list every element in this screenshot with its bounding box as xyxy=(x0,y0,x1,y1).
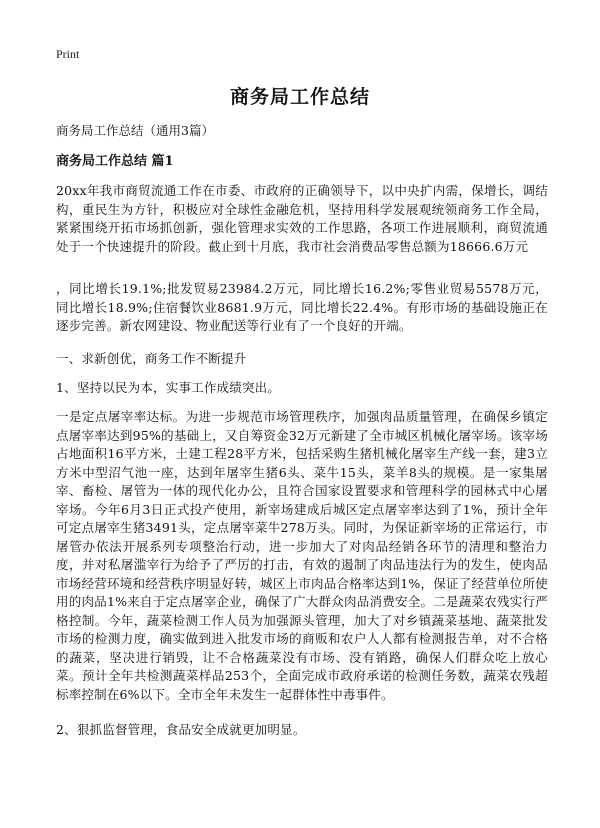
paragraph-slaughter-and-vegetables: 一是定点屠宰率达标。为进一步规范市场管理秩序，加强肉品质量管理，在确保乡镇定点屠宰率达到95%的基础上，又自筹资金32万元新建了全市城区机械化屠宰场。该宰场占地面积16平方米，土建工程28平方米，包括采购生猪机械化屠宰生产线一套，建3立方米中型沼气池一座，达到年屠宰生猪6头、菜牛15头，菜羊8头的规模。是一家集屠宰、畜检、屠管为一体的现代化办公，且符合国家设置要求和管理科学的园林式中心屠宰场。今年6月3日正式投产使用，新宰场建成后城区定点屠宰率达到了1%，预计全年可定点屠宰生猪3491头，定点屠宰菜牛278万头。同时，为保证新宰场的正常运行，市屠管办依法开展系列专项整治行动，进一步加大了对肉品经销各环节的清理和整治力度，并对私屠滥宰行为给予了严厉的打击，有效的遏制了肉品违法行为的发生，使肉品市场经营环境和经营秩序明显好转，城区上市肉品合格率达到1%，保证了经营单位所使用的肉品1%来自于定点屠宰企业，确保了广大群众肉品消费安全。二是蔬菜农残实行严格控制。今年，蔬菜检测工作人员为加强源头管理，加大了对乡镇蔬菜基地、蔬菜批发市场的检测力度，确实做到进入批发市场的商贩和农户人人都有检测报告单，对不合格的蔬菜，坚决进行销毁，让不合格蔬菜没有市场、没有销路，确保人们群众吃上放心菜。预计全年共检测蔬菜样品253个，全面完成市政府承诺的检测任务数，蔬菜农残超标率控制在6%以下。全市全年未发生一起群体性中毒事件。 xyxy=(56,409,548,702)
print-link[interactable]: Print xyxy=(56,47,80,61)
subheading-item-two: 2、狠抓监督管理，食品安全成就更加明显。 xyxy=(56,722,306,737)
heading-part-one: 一、求新创优，商务工作不断提升 xyxy=(56,351,247,366)
section-heading: 商务局工作总结 篇1 xyxy=(56,154,174,169)
document-title: 商务局工作总结 xyxy=(229,86,370,108)
paragraph-intro: 20xx年我市商贸流通工作在市委、市政府的正确领导下，以中央扩内需，保增长，调结构，重民生为方针，积极应对全球性金融危机，坚持用科学发展观统领商务工作全局，紧紧围绕开拓市场抓创新，强化管理求实效的工作思路，各项工作进展顺利，商贸流通处于一个快速提升的阶段。截止到十月底，我市社会消费品零售总额为18666.6万元 xyxy=(56,183,548,254)
paragraph-statistics: ，同比增长19.1%;批发贸易23984.2万元，同比增长16.2%;零售业贸易5578万元，同比增长18.9%;住宿餐饮业8681.9万元，同比增长22.4%。有形市场的基础设施正在逐步完善。新农网建设、物业配送等行业有了一个良好的开端。 xyxy=(56,281,548,333)
document-subtitle: 商务局工作总结（通用3篇） xyxy=(56,123,214,138)
subheading-item-one: 1、坚持以民为本，实事工作成绩突出。 xyxy=(56,380,281,395)
